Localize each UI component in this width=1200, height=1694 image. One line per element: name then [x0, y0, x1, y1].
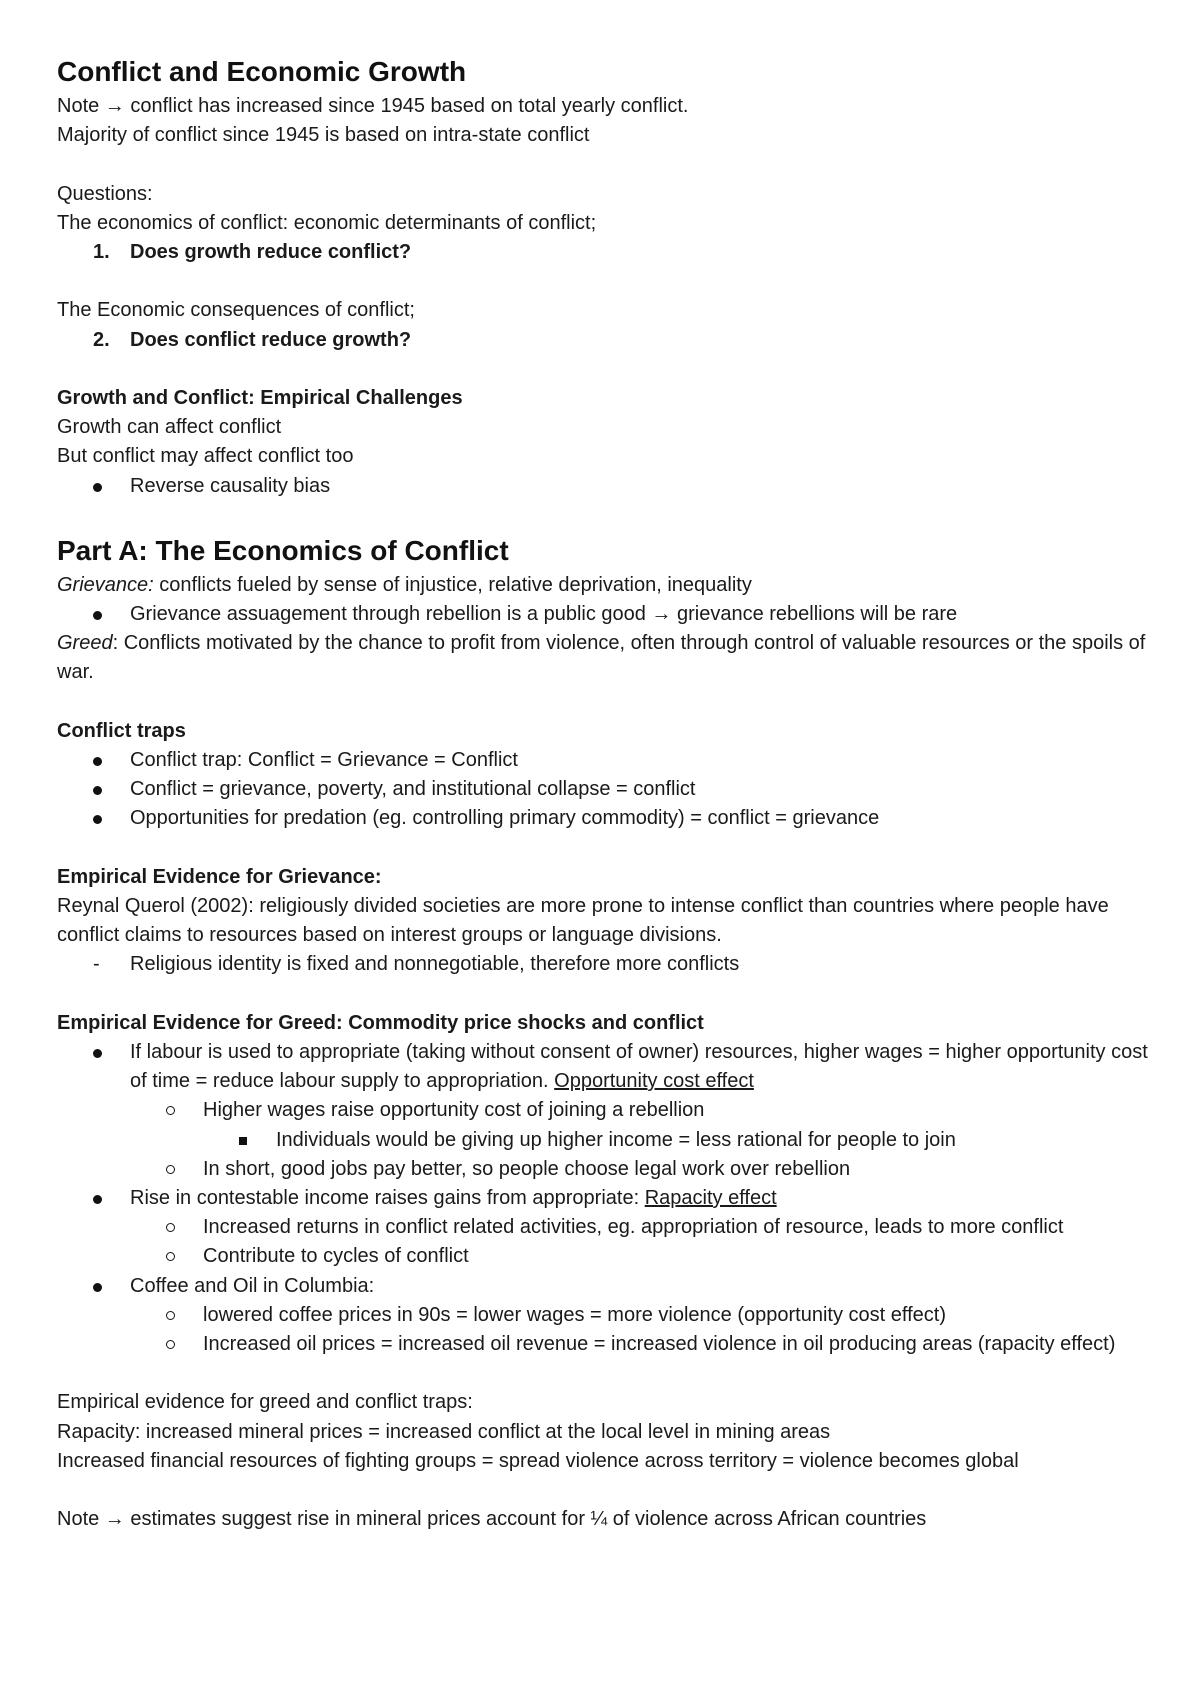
bullet-text: Grievance assuagement through rebellion is a public good → grievance rebellions will be rare: [130, 603, 958, 625]
spacer: [57, 501, 1157, 531]
dash-text: Religious identity is fixed and nonnegotiable, therefore more conflicts: [130, 953, 740, 976]
sub-bullet-item: [57, 1301, 1157, 1330]
bullet-text: Increased oil prices = increased oil revenue = increased violence in oil producing areas (rapacity effect): [203, 1333, 1116, 1356]
bullet-list: [57, 600, 1157, 629]
list-number: 2.: [93, 328, 110, 351]
bullet-text: Individuals would be giving up higher income = less rational for people to join: [276, 1128, 956, 1151]
greed-definition: [57, 629, 1157, 687]
spacer: [57, 150, 1157, 179]
bullet-disc-icon: [93, 786, 102, 795]
spacer: [57, 688, 1157, 717]
bullet-text: Conflict = grievance, poverty, and institutional collapse = conflict: [130, 778, 696, 801]
greed-term: Greed: [57, 632, 113, 655]
bullet-circle-icon: [166, 1311, 175, 1320]
spacer: [57, 834, 1157, 863]
bullet-item: [57, 1184, 1157, 1213]
spacer: [57, 267, 1157, 296]
bullet-disc-icon: [93, 815, 102, 824]
grievance-term: Grievance:: [57, 573, 154, 596]
sub-bullet-item: [57, 1096, 1157, 1125]
bullet-text: lowered coffee prices in 90s = lower wages = more violence (opportunity cost effect): [203, 1303, 946, 1326]
grievance-def-text: conflicts fueled by sense of injustice, relative deprivation, inequality: [153, 573, 752, 596]
bullet-disc-icon: [93, 1283, 102, 1292]
econ-consequences-line: The Economic consequences of conflict;: [57, 299, 415, 322]
bullet-text: Rise in contestable income raises gains from appropriate:: [130, 1187, 645, 1210]
bullet-text: Coffee and Oil in Columbia:: [130, 1274, 375, 1297]
question-list-1: [57, 238, 1157, 267]
bullet-list: [57, 472, 1157, 501]
bullet-square-icon: [239, 1137, 247, 1145]
list-number: 1.: [93, 241, 110, 263]
paragraph-line: Increased financial resources of fighting groups = spread violence across territory = violence becomes global: [57, 1449, 1019, 1472]
greed-def-text: : Conflicts motivated by the chance to profit from violence, often through control of valuable resources or the spoils of war.: [57, 632, 1146, 684]
question-item: [57, 326, 1157, 355]
bullet-item: [57, 600, 1157, 629]
bullet-circle-icon: [166, 1106, 175, 1115]
spacer: [57, 1359, 1157, 1388]
question-list-2: [57, 326, 1157, 355]
bullet-disc-icon: [93, 757, 102, 766]
dash-item: [57, 950, 1157, 979]
question-text: Does conflict reduce growth?: [130, 328, 412, 351]
bullet-text: Contribute to cycles of conflict: [203, 1245, 469, 1268]
paragraph-line: But conflict may affect conflict too: [57, 445, 354, 468]
bullet-disc-icon: [93, 611, 102, 620]
document-page: [57, 52, 1157, 1534]
sub-bullet-item: [57, 1155, 1157, 1184]
bullet-circle-icon: [166, 1165, 175, 1174]
bullet-item: [57, 1038, 1157, 1096]
underlined-term: Rapacity effect: [644, 1187, 777, 1210]
intro-line: Majority of conflict since 1945 is based on intra-state conflict: [57, 124, 590, 147]
bullet-text: Increased returns in conflict related activities, eg. appropriation of resource, leads to more conflict: [203, 1216, 1064, 1239]
bullet-circle-icon: [166, 1252, 175, 1261]
grievance-definition: [57, 571, 1157, 600]
dash-list: [57, 950, 1157, 979]
bullet-disc-icon: [93, 483, 102, 492]
document-title: Conflict and Economic Growth: [57, 56, 467, 87]
section-heading: Empirical Evidence for Grievance:: [57, 865, 382, 888]
spacer: [57, 980, 1157, 1009]
bullet-disc-icon: [93, 1195, 102, 1204]
econ-of-conflict-line: The economics of conflict: economic determinants of conflict;: [57, 211, 597, 234]
dash-marker: -: [93, 953, 100, 976]
bullet-item: [57, 775, 1157, 804]
paragraph-line: Rapacity: increased mineral prices = increased conflict at the local level in mining areas: [57, 1420, 831, 1443]
bullet-text: Higher wages raise opportunity cost of joining a rebellion: [203, 1099, 705, 1122]
bullet-text: If labour is used to appropriate (taking without consent of owner) resources, higher wages = higher opportunity cost of time = reduce labour supply to appropriation.: [130, 1041, 1148, 1093]
bullet-text: Reverse causality bias: [130, 474, 331, 497]
bullet-list: [57, 746, 1157, 834]
underlined-term: Opportunity cost effect: [554, 1070, 754, 1093]
bullet-text: Opportunities for predation (eg. controlling primary commodity) = conflict = grievance: [130, 807, 880, 830]
bullet-text: In short, good jobs pay better, so people choose legal work over rebellion: [203, 1157, 851, 1180]
bullet-list: [57, 1038, 1157, 1359]
intro-line: Note → conflict has increased since 1945 based on total yearly conflict.: [57, 95, 689, 117]
bullet-circle-icon: [166, 1340, 175, 1349]
sub-bullet-item: [57, 1213, 1157, 1242]
bullet-item: [57, 746, 1157, 775]
bullet-item: [57, 1272, 1157, 1301]
closing-note: Note → estimates suggest rise in mineral prices account for ¼ of violence across African countries: [57, 1508, 927, 1531]
paragraph-line: Empirical evidence for greed and conflict traps:: [57, 1391, 473, 1414]
sub-bullet-item: [57, 1242, 1157, 1271]
bullet-text: Conflict trap: Conflict = Grievance = Conflict: [130, 749, 518, 771]
sub-bullet-item: [57, 1330, 1157, 1359]
part-a-heading: Part A: The Economics of Conflict: [57, 534, 509, 566]
bullet-disc-icon: [93, 1049, 102, 1058]
section-heading: Growth and Conflict: Empirical Challenges: [57, 386, 463, 409]
question-text: Does growth reduce conflict?: [130, 241, 412, 263]
bullet-circle-icon: [166, 1223, 175, 1232]
paragraph-line: Growth can affect conflict: [57, 416, 282, 439]
bullet-item: [57, 804, 1157, 833]
spacer: [57, 1476, 1157, 1505]
questions-label: Questions:: [57, 182, 153, 205]
section-heading: Conflict traps: [57, 719, 186, 742]
question-item: [57, 238, 1157, 267]
bullet-item: [57, 472, 1157, 501]
sub-sub-bullet-item: [57, 1126, 1157, 1155]
section-heading: Empirical Evidence for Greed: Commodity price shocks and conflict: [57, 1011, 704, 1034]
paragraph: Reynal Querol (2002): religiously divided societies are more prone to intense conflict than countries where people have conflict claims to resources based on interest groups or language divisions.: [57, 895, 1109, 947]
spacer: [57, 355, 1157, 384]
